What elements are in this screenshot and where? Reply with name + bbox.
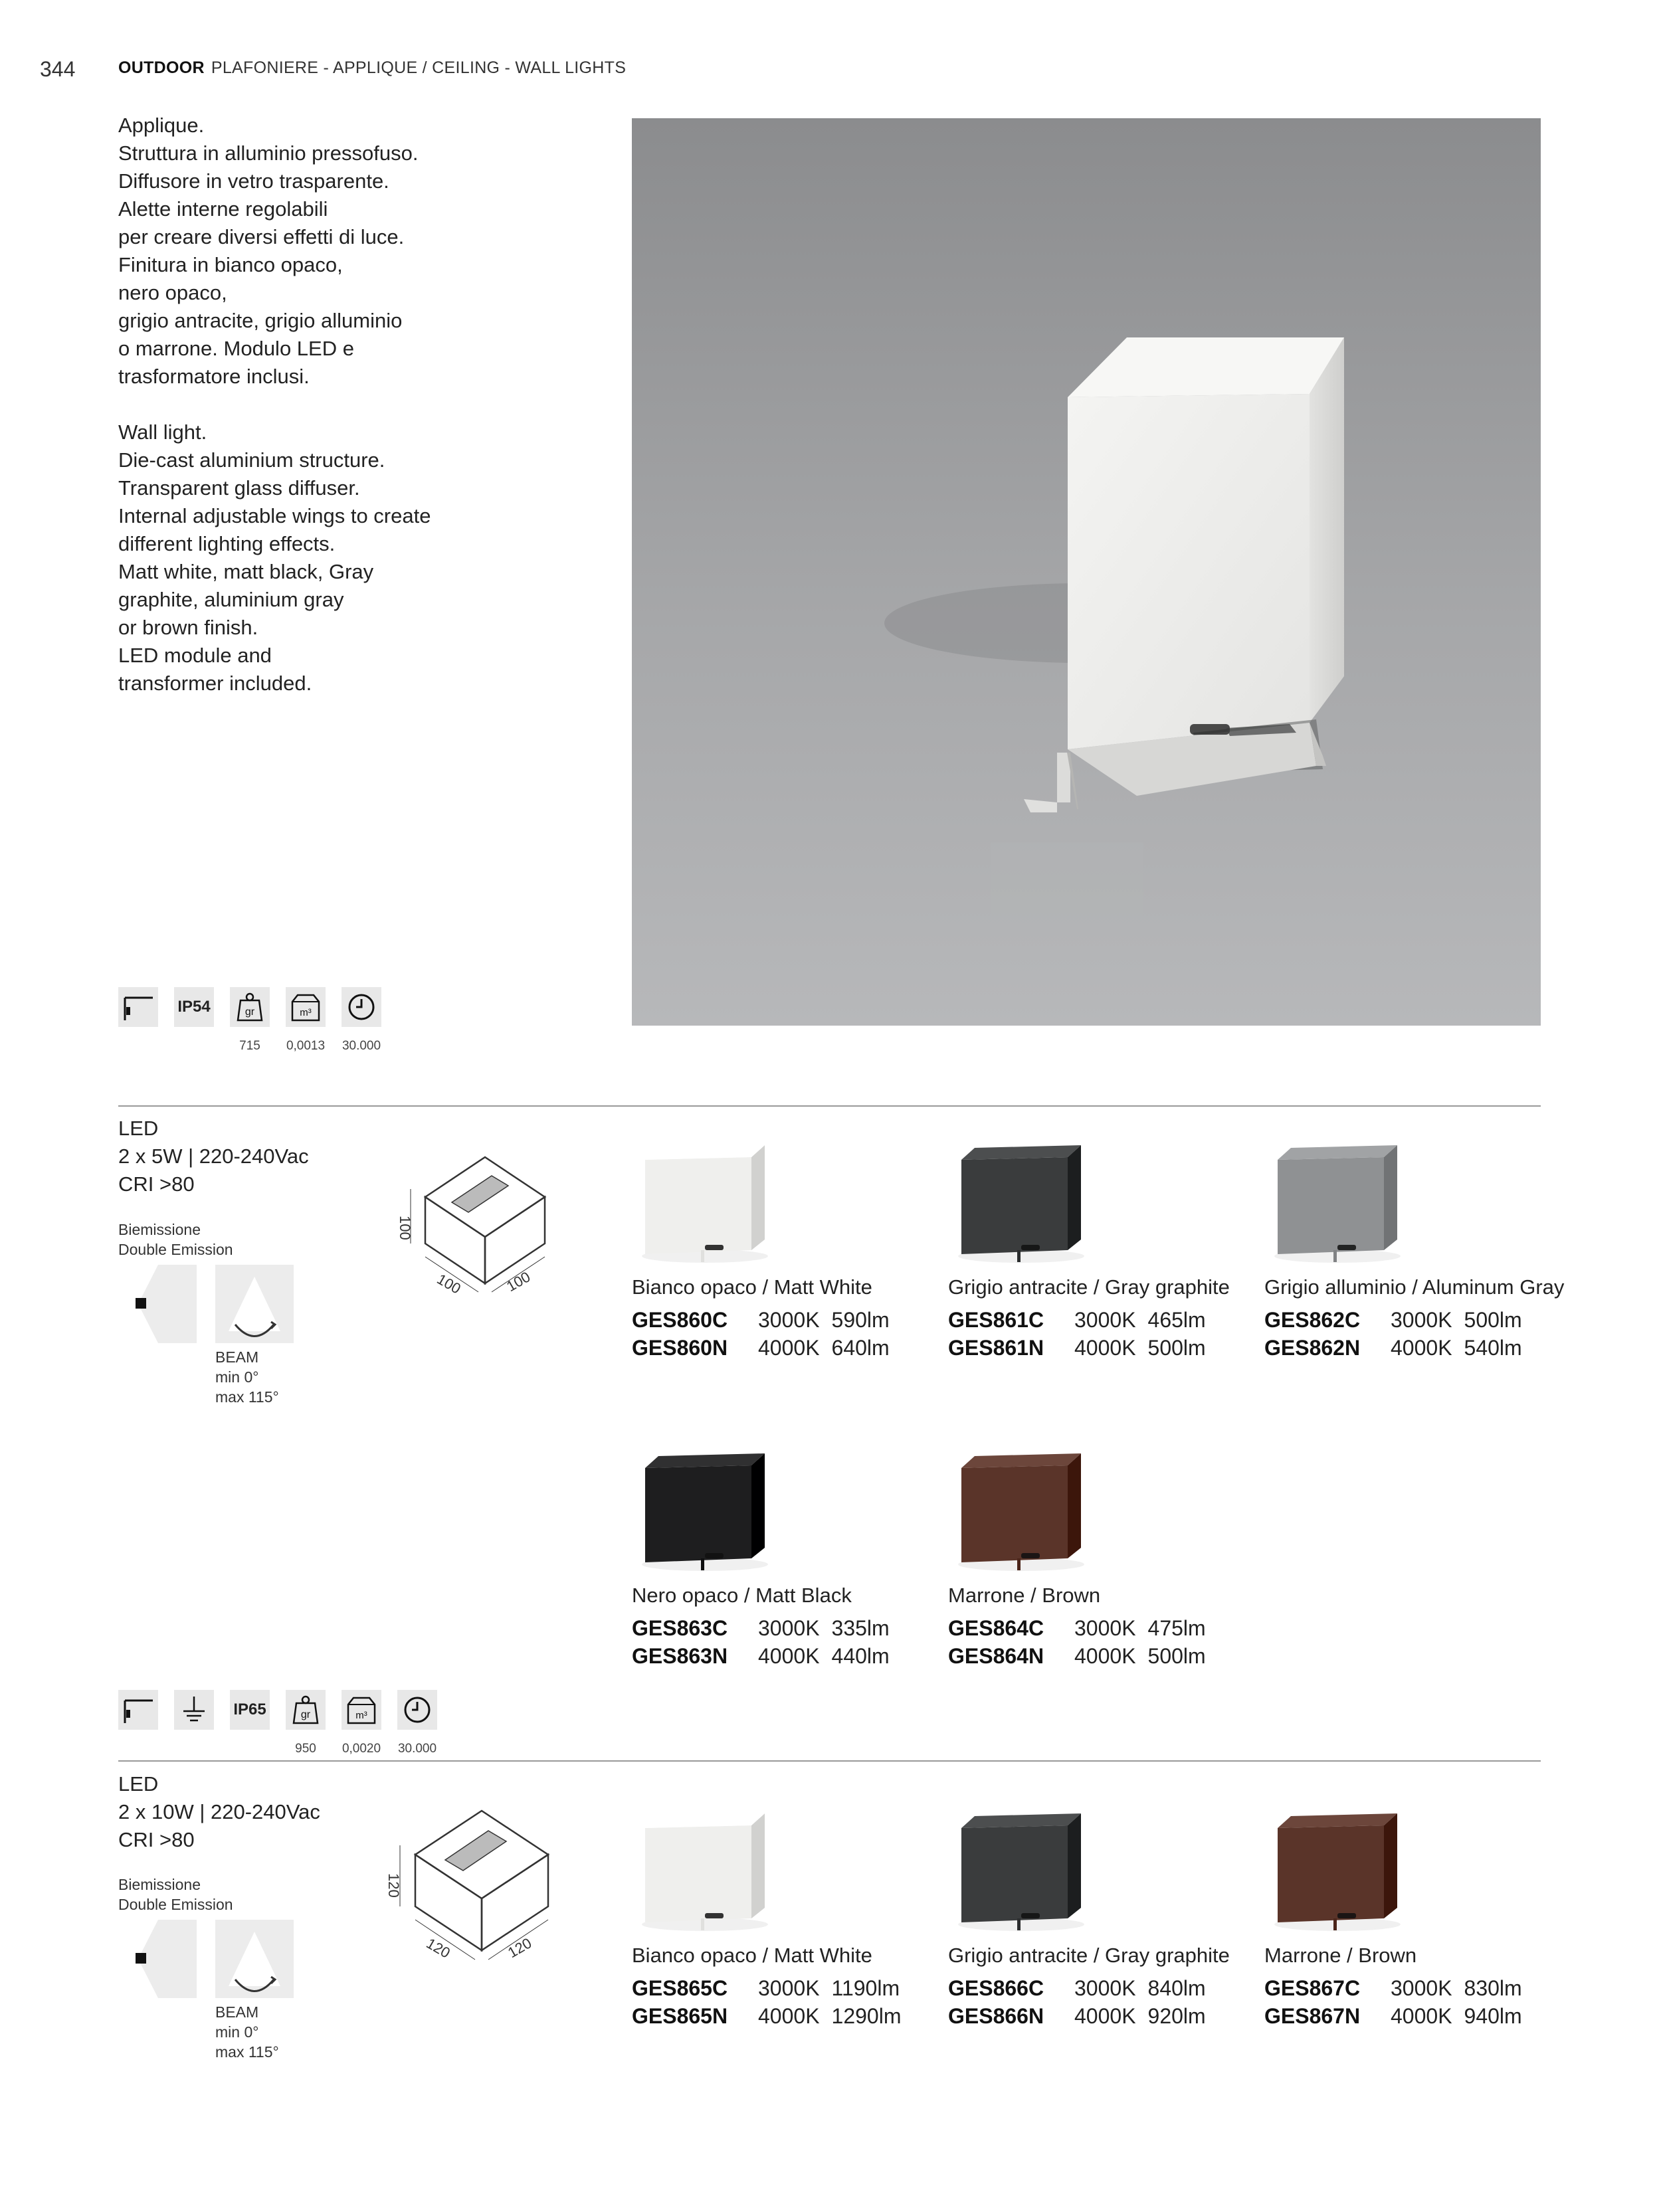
color-temperature: 3000K	[1074, 1976, 1136, 2000]
section2-spec	[118, 1770, 320, 1854]
description-en-line: LED module and	[118, 644, 272, 667]
description-en-line: transformer included.	[118, 672, 312, 695]
ip65-rating: IP65	[230, 1690, 270, 1730]
product-code: GES862C	[1264, 1308, 1361, 1332]
product-thumbnail	[632, 1801, 785, 1934]
beam-line: BEAM	[215, 1348, 259, 1366]
product-thumbnail	[948, 1801, 1101, 1934]
section2-emission	[118, 1875, 233, 1914]
volume-icon	[286, 987, 326, 1053]
color-temperature: 4000K	[758, 2004, 820, 2028]
page-header	[118, 58, 626, 78]
description-en-line: graphite, aluminium gray	[118, 588, 344, 611]
section-label: OUTDOOR	[118, 58, 205, 77]
product-code-row	[632, 1642, 944, 1670]
section-divider-1	[118, 1105, 1541, 1107]
product-code: GES866N	[948, 2004, 1044, 2028]
wall-mount-icon	[118, 1690, 158, 1730]
product-finish-name: Bianco opaco / Matt White	[632, 1275, 872, 1299]
product-code: GES867C	[1264, 1976, 1361, 2000]
product-code-row	[632, 2002, 944, 2030]
dim-depth-1: 100	[504, 1268, 534, 1295]
lumen-output: 475lm	[1147, 1616, 1206, 1640]
wall-light-illustration	[632, 118, 1541, 1026]
description-en-line: Die-cast aluminium structure.	[118, 448, 385, 472]
product-thumbnail	[948, 1441, 1101, 1574]
svg-text:m³: m³	[300, 1007, 312, 1018]
description	[118, 112, 490, 697]
section-divider-2	[118, 1760, 1541, 1762]
color-temperature: 3000K	[1074, 1616, 1136, 1640]
product-code: GES867N	[1264, 2004, 1361, 2028]
dim-height-1: 100	[397, 1216, 413, 1240]
emission-line: Double Emission	[118, 1896, 233, 1913]
color-temperature: 4000K	[1391, 1336, 1452, 1360]
description-it-line: Alette interne regolabili	[118, 197, 328, 221]
spec-line: LED	[118, 1117, 159, 1140]
volume-value: 0,0013	[286, 1039, 326, 1053]
product-code-row	[632, 1334, 944, 1362]
section1-emission	[118, 1220, 233, 1259]
description-english	[118, 418, 490, 697]
description-en-line: Internal adjustable wings to create	[118, 504, 431, 527]
emission-diagram-2	[118, 1920, 197, 1998]
lumen-output: 465lm	[1147, 1308, 1206, 1332]
product-finish-name: Grigio alluminio / Aluminum Gray	[1264, 1275, 1565, 1299]
svg-text:m³: m³	[355, 1710, 367, 1721]
product-code-row	[948, 2002, 1260, 2030]
volume-value: 0,0020	[342, 1742, 381, 1756]
description-it-line: per creare diversi effetti di luce.	[118, 225, 405, 248]
lifetime-value: 30.000	[397, 1742, 437, 1756]
product-code: GES864N	[948, 1644, 1044, 1668]
svg-text:gr: gr	[244, 1006, 255, 1018]
color-temperature: 4000K	[758, 1336, 820, 1360]
section2-beam	[215, 2002, 279, 2062]
lumen-output: 500lm	[1147, 1644, 1206, 1668]
product-finish-name: Marrone / Brown	[1264, 1944, 1417, 1967]
weight-value: 950	[295, 1742, 316, 1756]
description-en-line: Transparent glass diffuser.	[118, 476, 360, 500]
product-code: GES866C	[948, 1976, 1044, 2000]
emission-line: Double Emission	[118, 1241, 233, 1258]
dim-depth-2: 120	[505, 1934, 535, 1962]
description-en-line: Wall light.	[118, 420, 207, 444]
description-italian	[118, 112, 490, 391]
product-finish-name: Grigio antracite / Gray graphite	[948, 1275, 1230, 1299]
product-code: GES863N	[632, 1644, 728, 1668]
product-card	[632, 1441, 944, 1670]
hero-product-photo	[632, 118, 1541, 1026]
lumen-output: 440lm	[831, 1644, 890, 1668]
product-code-row	[948, 1642, 1260, 1670]
product-code: GES862N	[1264, 1336, 1361, 1360]
color-temperature: 3000K	[758, 1616, 820, 1640]
product-code: GES861N	[948, 1336, 1044, 1360]
color-temperature: 3000K	[758, 1976, 820, 2000]
beam-line: BEAM	[215, 2003, 259, 2021]
product-finish-name: Marrone / Brown	[948, 1584, 1101, 1607]
page-number: 344	[40, 57, 76, 81]
spec-line: 2 x 10W | 220-240Vac	[118, 1800, 320, 1823]
spec-icons-top	[118, 987, 381, 1053]
lumen-output: 920lm	[1147, 2004, 1206, 2028]
description-it-line: Finitura in bianco opaco,	[118, 253, 343, 276]
beam-line: min 0°	[215, 1368, 259, 1386]
product-code-row	[948, 1974, 1260, 2002]
spec-icons-mid	[118, 1690, 437, 1756]
product-code-row	[1264, 2002, 1577, 2030]
description-it-line: trasformatore inclusi.	[118, 365, 310, 388]
product-code-row	[1264, 1974, 1577, 2002]
color-temperature: 3000K	[758, 1308, 820, 1332]
product-code-row	[632, 1974, 944, 2002]
product-card	[948, 1801, 1260, 2030]
weight-icon	[230, 987, 270, 1053]
lifetime-clock-icon	[342, 987, 381, 1053]
beam-diagram-2	[215, 1920, 294, 1998]
color-temperature: 4000K	[1074, 1336, 1136, 1360]
description-en-line: Matt white, matt black, Gray	[118, 560, 374, 583]
lifetime-clock-icon	[397, 1690, 437, 1756]
description-it-line: nero opaco,	[118, 281, 227, 304]
description-it-line: Diffusore in vetro trasparente.	[118, 169, 389, 193]
color-temperature: 3000K	[1074, 1308, 1136, 1332]
product-code-row	[632, 1306, 944, 1334]
product-code-row	[1264, 1334, 1577, 1362]
spec-line: CRI >80	[118, 1828, 195, 1851]
color-temperature: 4000K	[1391, 2004, 1452, 2028]
dim-width-2: 120	[423, 1934, 453, 1962]
volume-icon	[342, 1690, 381, 1756]
weight-icon	[286, 1690, 326, 1756]
emission-line: Biemissione	[118, 1876, 201, 1893]
spec-line: LED	[118, 1772, 159, 1796]
product-code-row	[1264, 1306, 1577, 1334]
description-en-line: different lighting effects.	[118, 532, 336, 555]
color-temperature: 3000K	[1391, 1976, 1452, 2000]
dimension-drawing-2	[379, 1801, 565, 1968]
beam-line: max 115°	[215, 1388, 279, 1406]
product-code: GES863C	[632, 1616, 728, 1640]
lumen-output: 1190lm	[831, 1976, 900, 2000]
product-card	[1264, 1133, 1577, 1362]
section-title: PLAFONIERE - APPLIQUE / CEILING - WALL LIGHTS	[211, 58, 627, 77]
product-finish-name: Nero opaco / Matt Black	[632, 1584, 852, 1607]
section1-beam	[215, 1347, 279, 1407]
description-it-line: o marrone. Modulo LED e	[118, 337, 354, 360]
product-code: GES861C	[948, 1308, 1044, 1332]
beam-line: max 115°	[215, 2043, 279, 2061]
lumen-output: 940lm	[1464, 2004, 1522, 2028]
ip54-rating: IP54	[174, 987, 214, 1027]
product-card	[948, 1441, 1260, 1670]
color-temperature: 4000K	[1074, 1644, 1136, 1668]
description-en-line: or brown finish.	[118, 616, 258, 639]
lumen-output: 1290lm	[831, 2004, 902, 2028]
product-thumbnail	[1264, 1133, 1417, 1266]
description-it-line: Struttura in alluminio pressofuso.	[118, 141, 419, 165]
spec-line: 2 x 5W | 220-240Vac	[118, 1145, 309, 1168]
lumen-output: 500lm	[1147, 1336, 1206, 1360]
product-code-row	[948, 1334, 1260, 1362]
product-thumbnail	[632, 1441, 785, 1574]
description-it-line: grigio antracite, grigio alluminio	[118, 309, 403, 332]
lumen-output: 830lm	[1464, 1976, 1522, 2000]
product-card	[632, 1133, 944, 1362]
svg-text:gr: gr	[300, 1709, 311, 1720]
product-thumbnail	[948, 1133, 1101, 1266]
emission-line: Biemissione	[118, 1221, 201, 1238]
product-code-row	[948, 1614, 1260, 1642]
lumen-output: 640lm	[831, 1336, 890, 1360]
product-code: GES865C	[632, 1976, 728, 2000]
beam-diagram-1	[215, 1265, 294, 1343]
lumen-output: 335lm	[831, 1616, 890, 1640]
product-code: GES860N	[632, 1336, 728, 1360]
beam-line: min 0°	[215, 2023, 259, 2041]
dimension-drawing-1	[392, 1149, 565, 1302]
dim-width-1: 100	[434, 1270, 464, 1297]
product-card	[948, 1133, 1260, 1362]
color-temperature: 4000K	[758, 1644, 820, 1668]
product-card	[632, 1801, 944, 2030]
dim-height-2: 120	[385, 1873, 402, 1898]
product-code-row	[948, 1306, 1260, 1334]
lifetime-value: 30.000	[342, 1039, 381, 1053]
section1-spec	[118, 1115, 309, 1198]
product-thumbnail	[1264, 1801, 1417, 1934]
ground-class-icon	[174, 1690, 214, 1730]
product-code: GES865N	[632, 2004, 728, 2028]
product-finish-name: Bianco opaco / Matt White	[632, 1944, 872, 1967]
product-card	[1264, 1801, 1577, 2030]
lumen-output: 500lm	[1464, 1308, 1522, 1332]
wall-mount-icon	[118, 987, 158, 1027]
product-code: GES864C	[948, 1616, 1044, 1640]
color-temperature: 3000K	[1391, 1308, 1452, 1332]
lumen-output: 540lm	[1464, 1336, 1522, 1360]
product-code-row	[632, 1614, 944, 1642]
weight-value: 715	[239, 1039, 260, 1053]
product-finish-name: Grigio antracite / Gray graphite	[948, 1944, 1230, 1967]
color-temperature: 4000K	[1074, 2004, 1136, 2028]
lumen-output: 840lm	[1147, 1976, 1206, 2000]
spec-line: CRI >80	[118, 1172, 195, 1196]
lumen-output: 590lm	[831, 1308, 890, 1332]
emission-diagram-1	[118, 1265, 197, 1343]
product-thumbnail	[632, 1133, 785, 1266]
description-it-line: Applique.	[118, 114, 205, 137]
product-code: GES860C	[632, 1308, 728, 1332]
